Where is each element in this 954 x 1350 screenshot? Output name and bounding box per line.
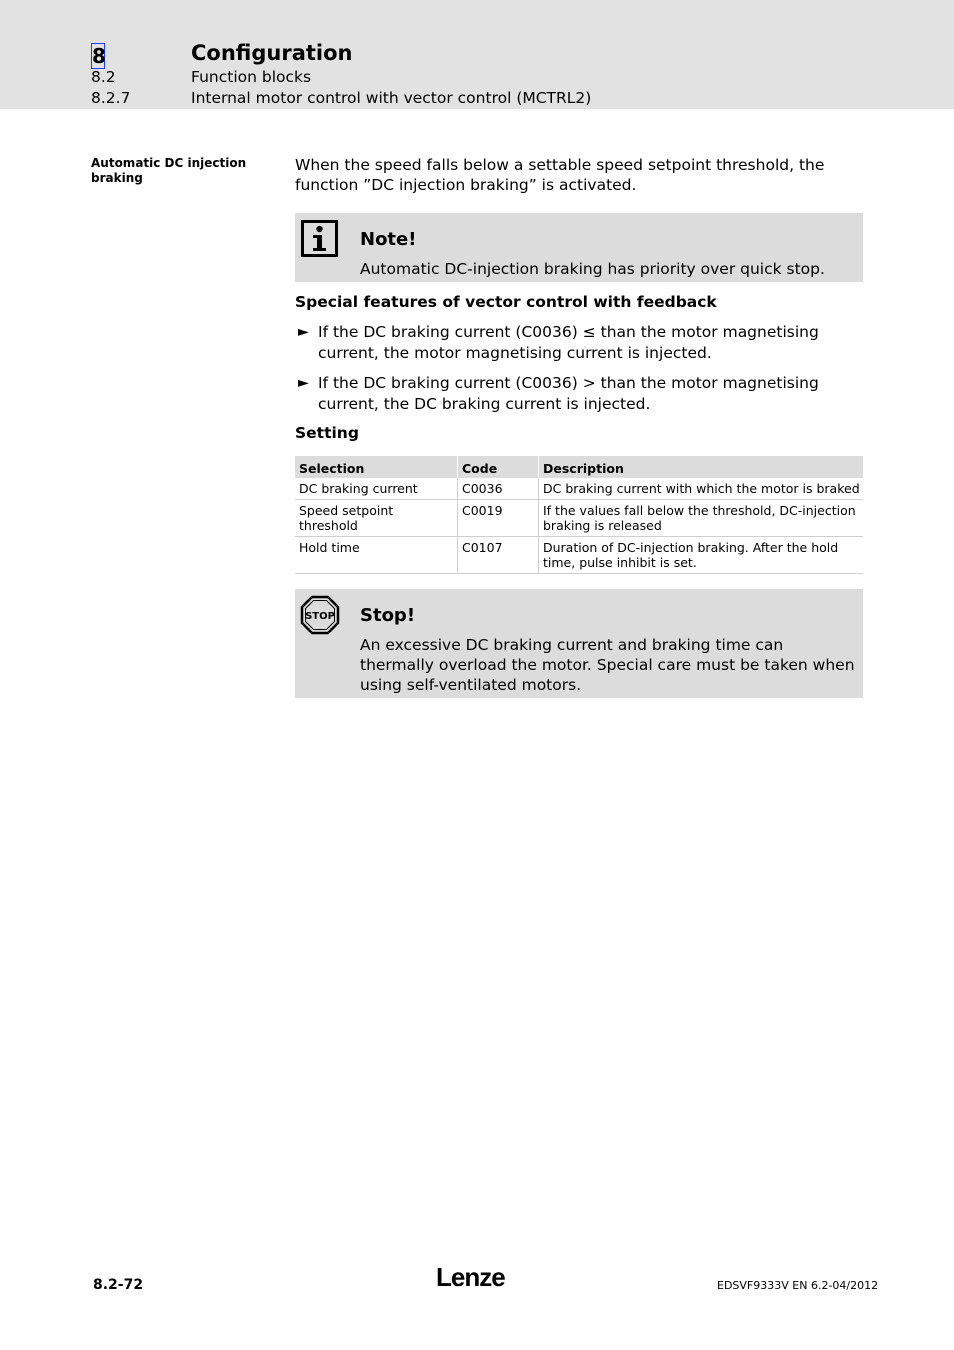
table-cell: Duration of DC-injection braking. After the hold time, pulse inhibit is set. bbox=[539, 537, 864, 574]
column-header: Code bbox=[458, 456, 539, 478]
table-header-row bbox=[295, 456, 863, 478]
table-cell: C0107 bbox=[458, 537, 539, 574]
table-cell: C0019 bbox=[458, 500, 539, 537]
stop-sign-icon bbox=[300, 595, 340, 635]
table-cell: DC braking current with which the motor is braked bbox=[539, 478, 864, 500]
page-header bbox=[0, 0, 954, 109]
table-cell: Hold time bbox=[295, 537, 458, 574]
table-cell: If the values fall below the threshold, DC-injection braking is released bbox=[539, 500, 864, 537]
page-number: 8.2-72 bbox=[93, 1277, 144, 1293]
info-icon bbox=[301, 220, 338, 257]
column-header: Description bbox=[539, 456, 864, 478]
margin-label: Automatic DC injection braking bbox=[91, 156, 247, 185]
lenze-logo: Lenze bbox=[436, 1262, 505, 1292]
subsection-number: 8.2.7 bbox=[91, 89, 131, 107]
document-id: EDSVF9333V EN 6.2-04/2012 bbox=[717, 1279, 879, 1292]
note-title: Note! bbox=[360, 229, 417, 250]
table-cell: DC braking current bbox=[295, 478, 458, 500]
settings-table bbox=[295, 456, 863, 574]
table-row bbox=[295, 478, 863, 500]
column-header: Selection bbox=[295, 456, 458, 478]
stop-box bbox=[295, 589, 863, 698]
table-cell: C0036 bbox=[458, 478, 539, 500]
arrow-bullet-icon: ► bbox=[298, 324, 309, 340]
special-features-heading: Special features of vector control with feedback bbox=[295, 293, 717, 311]
arrow-bullet-icon: ► bbox=[298, 375, 309, 391]
table-cell: Speed setpoint threshold bbox=[295, 500, 458, 537]
note-box bbox=[295, 213, 863, 282]
section-number: 8.2 bbox=[91, 68, 116, 86]
note-text: Automatic DC-injection braking has priority over quick stop. bbox=[360, 260, 825, 278]
chapter-title: Configuration bbox=[191, 41, 353, 65]
intro-text: When the speed falls below a settable speed setpoint threshold, the function ”DC injection braking” is activated. bbox=[295, 156, 825, 194]
section-title: Function blocks bbox=[191, 68, 312, 86]
table-row bbox=[295, 537, 863, 574]
stop-text: An excessive DC braking current and braking time can thermally overload the motor. Special care must be taken when using self-ventilated motors. bbox=[360, 636, 855, 694]
setting-heading: Setting bbox=[295, 424, 359, 442]
chapter-number[interactable]: 8 bbox=[92, 44, 106, 68]
stop-title: Stop! bbox=[360, 605, 416, 626]
svg-text:STOP: STOP bbox=[305, 611, 335, 622]
table-row bbox=[295, 500, 863, 537]
subsection-title: Internal motor control with vector control (MCTRL2) bbox=[191, 89, 592, 107]
